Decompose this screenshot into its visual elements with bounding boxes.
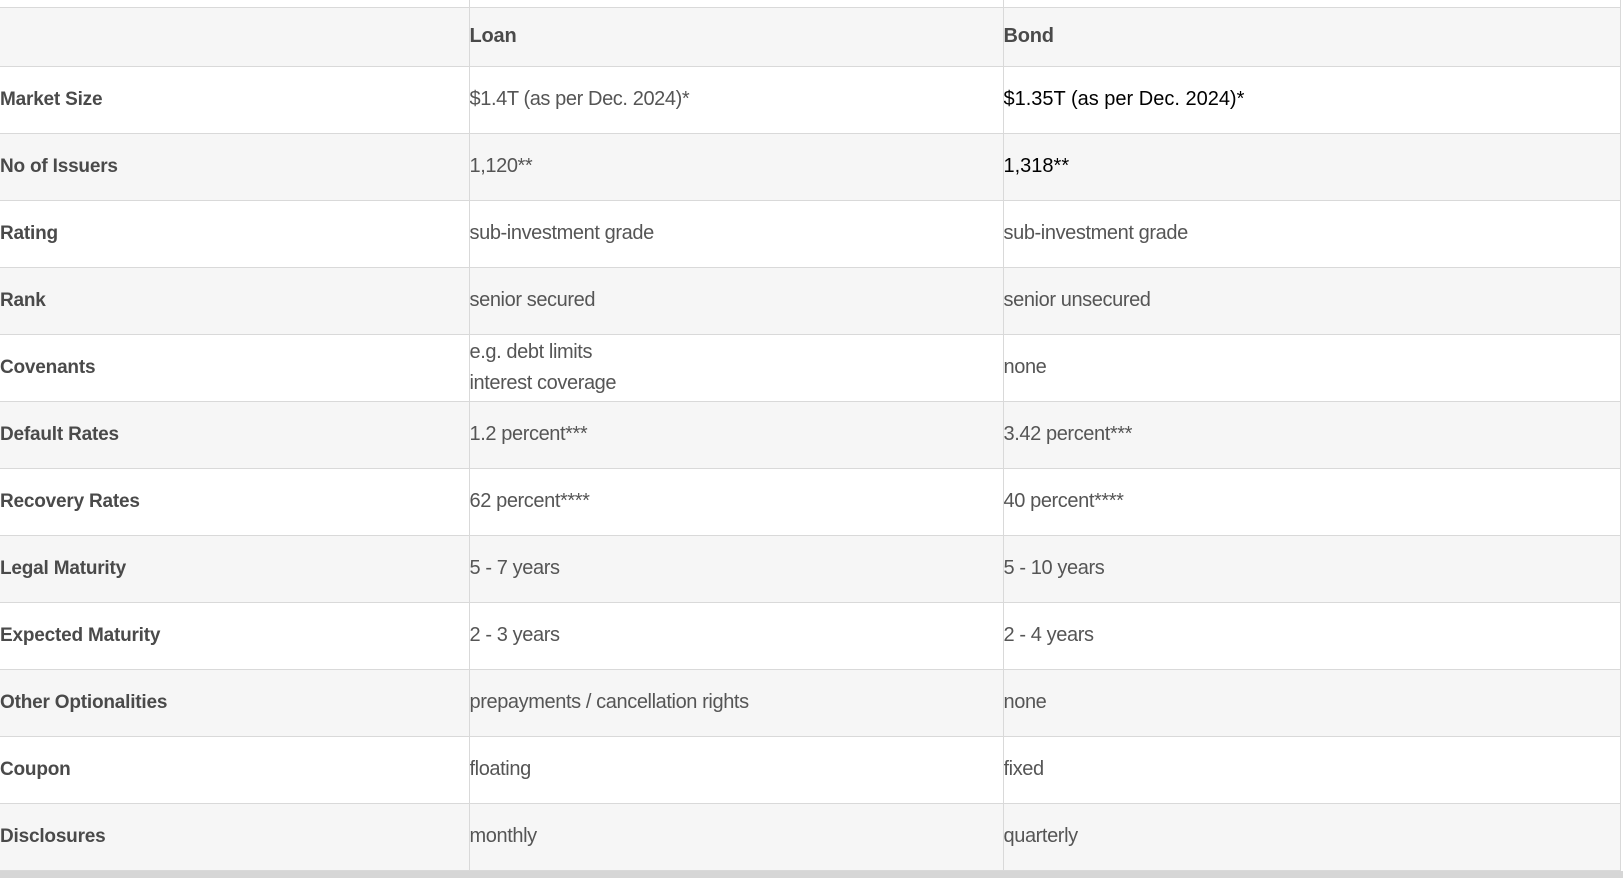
loan-value-cell: 1.2 percent*** <box>469 401 1003 468</box>
page-background-strip <box>0 871 1623 878</box>
loan-value-cell: floating <box>469 736 1003 803</box>
bond-value-cell: 3.42 percent*** <box>1003 401 1620 468</box>
row-label: Legal Maturity <box>0 535 469 602</box>
table-row-market-size <box>0 66 1620 133</box>
header-row <box>0 7 1620 66</box>
cropped-cell <box>1003 0 1620 7</box>
bond-value-cell: 40 percent**** <box>1003 468 1620 535</box>
table-row-disclosures <box>0 803 1620 870</box>
table-row-coupon <box>0 736 1620 803</box>
loan-value-cell: 2 - 3 years <box>469 602 1003 669</box>
table-row-recovery-rates <box>0 468 1620 535</box>
loan-value-cell: senior secured <box>469 267 1003 334</box>
row-label: Expected Maturity <box>0 602 469 669</box>
row-label: Rating <box>0 200 469 267</box>
bond-value-cell: 5 - 10 years <box>1003 535 1620 602</box>
bond-value-cell: quarterly <box>1003 803 1620 870</box>
loan-value-cell: sub-investment grade <box>469 200 1003 267</box>
header-empty-cell <box>0 7 469 66</box>
loan-value-cell <box>469 334 1003 401</box>
loan-value-cell: $1.4T (as per Dec. 2024)* <box>469 66 1003 133</box>
bond-value-cell: 1,318** <box>1003 133 1620 200</box>
table-row-no-of-issuers <box>0 133 1620 200</box>
loan-value-cell: monthly <box>469 803 1003 870</box>
table-row-rank <box>0 267 1620 334</box>
loan-value-cell: 5 - 7 years <box>469 535 1003 602</box>
cropped-top-row <box>0 0 1620 7</box>
table-row-rating <box>0 200 1620 267</box>
bond-value-cell: none <box>1003 669 1620 736</box>
table-row-default-rates <box>0 401 1620 468</box>
loan-value-cell: 62 percent**** <box>469 468 1003 535</box>
row-label: Covenants <box>0 334 469 401</box>
cropped-cell <box>0 0 469 7</box>
bond-value-cell: senior unsecured <box>1003 267 1620 334</box>
header-bond: Bond <box>1003 7 1620 66</box>
loan-value-cell: prepayments / cancellation rights <box>469 669 1003 736</box>
bond-value-cell: fixed <box>1003 736 1620 803</box>
cropped-cell <box>469 0 1003 7</box>
row-label: Default Rates <box>0 401 469 468</box>
bond-value-cell: none <box>1003 334 1620 401</box>
bond-value-cell: $1.35T (as per Dec. 2024)* <box>1003 66 1620 133</box>
row-label: Rank <box>0 267 469 334</box>
table-row-other-optionalities <box>0 669 1620 736</box>
row-label: Disclosures <box>0 803 469 870</box>
row-label: Other Optionalities <box>0 669 469 736</box>
covenant-line: interest coverage <box>469 371 617 394</box>
row-label: Coupon <box>0 736 469 803</box>
row-label: Recovery Rates <box>0 468 469 535</box>
header-loan: Loan <box>469 7 1003 66</box>
table-row-legal-maturity <box>0 535 1620 602</box>
table-row-expected-maturity <box>0 602 1620 669</box>
loan-value-cell: 1,120** <box>469 133 1003 200</box>
row-label: Market Size <box>0 66 469 133</box>
bond-value-cell: 2 - 4 years <box>1003 602 1620 669</box>
covenant-line: e.g. debt limits <box>469 340 593 363</box>
bond-value-cell: sub-investment grade <box>1003 200 1620 267</box>
table-row-covenants <box>0 334 1620 401</box>
row-label: No of Issuers <box>0 133 469 200</box>
